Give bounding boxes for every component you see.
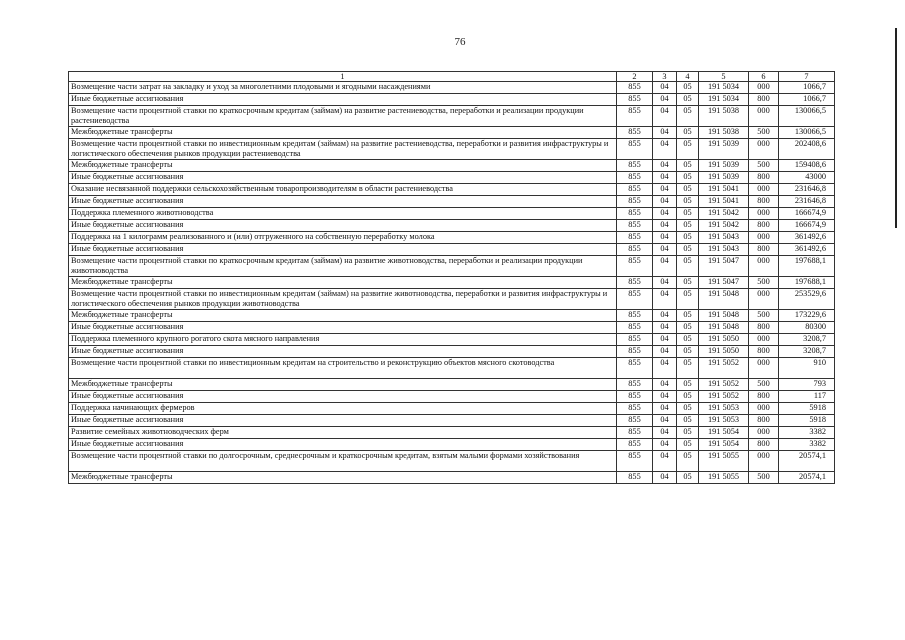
subsection-code-cell: 05: [677, 160, 699, 172]
target-article-cell: 191 5039: [699, 139, 749, 160]
expense-type-cell: 000: [749, 232, 779, 244]
ministry-code-cell: 855: [617, 334, 653, 346]
expense-type-cell: 000: [749, 256, 779, 277]
section-code-cell: 04: [653, 106, 677, 127]
expense-type-cell: 800: [749, 220, 779, 232]
expense-type-cell: 000: [749, 358, 779, 379]
row-name-cell: Возмещение части процентной ставки по долгосрочным, среднесрочным и краткосрочным кредитам, взятым малыми формами хозяйствования: [69, 451, 617, 472]
target-article-cell: 191 5052: [699, 358, 749, 379]
ministry-code-cell: 855: [617, 277, 653, 289]
expense-type-cell: 800: [749, 439, 779, 451]
amount-cell: 130066,5: [779, 127, 835, 139]
section-code-cell: 04: [653, 451, 677, 472]
expense-type-cell: 800: [749, 172, 779, 184]
subsection-code-cell: 05: [677, 391, 699, 403]
section-code-cell: 04: [653, 172, 677, 184]
ministry-code-cell: 855: [617, 106, 653, 127]
target-article-cell: 191 5043: [699, 232, 749, 244]
target-article-cell: 191 5048: [699, 322, 749, 334]
amount-cell: 253529,6: [779, 289, 835, 310]
section-code-cell: 04: [653, 184, 677, 196]
ministry-code-cell: 855: [617, 220, 653, 232]
table-row: [69, 244, 835, 256]
target-article-cell: 191 5038: [699, 127, 749, 139]
ministry-code-cell: 855: [617, 379, 653, 391]
target-article-cell: 191 5052: [699, 379, 749, 391]
subsection-code-cell: 05: [677, 358, 699, 379]
section-code-cell: 04: [653, 403, 677, 415]
subsection-code-cell: 05: [677, 451, 699, 472]
section-code-cell: 04: [653, 232, 677, 244]
section-code-cell: 04: [653, 391, 677, 403]
expense-type-cell: 800: [749, 346, 779, 358]
subsection-code-cell: 05: [677, 289, 699, 310]
subsection-code-cell: 05: [677, 244, 699, 256]
subsection-code-cell: 05: [677, 379, 699, 391]
target-article-cell: 191 5048: [699, 310, 749, 322]
expense-type-cell: 000: [749, 208, 779, 220]
section-code-cell: 04: [653, 415, 677, 427]
section-code-cell: 04: [653, 277, 677, 289]
table-row: [69, 139, 835, 160]
target-article-cell: 191 5043: [699, 244, 749, 256]
amount-cell: 361492,6: [779, 244, 835, 256]
table-row: [69, 439, 835, 451]
section-code-cell: 04: [653, 358, 677, 379]
target-article-cell: 191 5047: [699, 256, 749, 277]
table-row: [69, 415, 835, 427]
target-article-cell: 191 5055: [699, 472, 749, 484]
expense-type-cell: 000: [749, 184, 779, 196]
target-article-cell: 191 5041: [699, 196, 749, 208]
section-code-cell: 04: [653, 334, 677, 346]
section-code-cell: 04: [653, 310, 677, 322]
table-row: [69, 427, 835, 439]
amount-cell: 793: [779, 379, 835, 391]
table-row: [69, 160, 835, 172]
ministry-code-cell: 855: [617, 322, 653, 334]
row-name-cell: Иные бюджетные ассигнования: [69, 244, 617, 256]
target-article-cell: 191 5041: [699, 184, 749, 196]
column-header-name: 1: [69, 72, 617, 82]
subsection-code-cell: 05: [677, 256, 699, 277]
target-article-cell: 191 5055: [699, 451, 749, 472]
section-code-cell: 04: [653, 139, 677, 160]
amount-cell: 5918: [779, 415, 835, 427]
ministry-code-cell: 855: [617, 256, 653, 277]
target-article-cell: 191 5047: [699, 277, 749, 289]
ministry-code-cell: 855: [617, 451, 653, 472]
ministry-code-cell: 855: [617, 139, 653, 160]
ministry-code-cell: 855: [617, 172, 653, 184]
amount-cell: 5918: [779, 403, 835, 415]
row-name-cell: Возмещение части процентной ставки по инвестиционным кредитам (займам) на развитие животноводства, переработки и развития инфраструктуры и логистического обеспечения рынков продукции животноводства: [69, 289, 617, 310]
budget-table: [68, 71, 835, 484]
row-name-cell: Межбюджетные трансферты: [69, 310, 617, 322]
expense-type-cell: 800: [749, 94, 779, 106]
amount-cell: 361492,6: [779, 232, 835, 244]
table-row: [69, 472, 835, 484]
table-row: [69, 184, 835, 196]
ministry-code-cell: 855: [617, 346, 653, 358]
table-row: [69, 256, 835, 277]
table-row: [69, 451, 835, 472]
subsection-code-cell: 05: [677, 232, 699, 244]
amount-cell: 166674,9: [779, 220, 835, 232]
margin-rule: [895, 28, 897, 228]
target-article-cell: 191 5034: [699, 82, 749, 94]
expense-type-cell: 000: [749, 106, 779, 127]
table-row: [69, 391, 835, 403]
amount-cell: 197688,1: [779, 256, 835, 277]
row-name-cell: Поддержка на 1 килограмм реализованного и (или) отгруженного на собственную переработку молока: [69, 232, 617, 244]
row-name-cell: Иные бюджетные ассигнования: [69, 322, 617, 334]
row-name-cell: Межбюджетные трансферты: [69, 472, 617, 484]
subsection-code-cell: 05: [677, 220, 699, 232]
table-row: [69, 310, 835, 322]
section-code-cell: 04: [653, 94, 677, 106]
column-header-subsection: 4: [677, 72, 699, 82]
subsection-code-cell: 05: [677, 127, 699, 139]
row-name-cell: Возмещение части процентной ставки по инвестиционным кредитам на строительство и реконструкцию объектов мясного скотоводства: [69, 358, 617, 379]
target-article-cell: 191 5042: [699, 208, 749, 220]
table-row: [69, 82, 835, 94]
expense-type-cell: 000: [749, 427, 779, 439]
target-article-cell: 191 5054: [699, 439, 749, 451]
section-code-cell: 04: [653, 220, 677, 232]
expense-type-cell: 800: [749, 391, 779, 403]
subsection-code-cell: 05: [677, 472, 699, 484]
amount-cell: 173229,6: [779, 310, 835, 322]
amount-cell: 166674,9: [779, 208, 835, 220]
subsection-code-cell: 05: [677, 82, 699, 94]
expense-type-cell: 500: [749, 277, 779, 289]
table-row: [69, 106, 835, 127]
subsection-code-cell: 05: [677, 439, 699, 451]
amount-cell: 43000: [779, 172, 835, 184]
row-name-cell: Возмещение части процентной ставки по краткосрочным кредитам (займам) на развитие животноводства, переработки и реализации продукции животноводства: [69, 256, 617, 277]
target-article-cell: 191 5042: [699, 220, 749, 232]
amount-cell: 202408,6: [779, 139, 835, 160]
target-article-cell: 191 5039: [699, 160, 749, 172]
ministry-code-cell: 855: [617, 439, 653, 451]
target-article-cell: 191 5054: [699, 427, 749, 439]
ministry-code-cell: 855: [617, 289, 653, 310]
subsection-code-cell: 05: [677, 403, 699, 415]
section-code-cell: 04: [653, 127, 677, 139]
ministry-code-cell: 855: [617, 127, 653, 139]
table-row: [69, 403, 835, 415]
amount-cell: 1066,7: [779, 82, 835, 94]
column-header-expense-type: 6: [749, 72, 779, 82]
subsection-code-cell: 05: [677, 184, 699, 196]
row-name-cell: Возмещение части затрат на закладку и уход за многолетними плодовыми и ягодными насаждениями: [69, 82, 617, 94]
ministry-code-cell: 855: [617, 472, 653, 484]
ministry-code-cell: 855: [617, 415, 653, 427]
expense-type-cell: 500: [749, 310, 779, 322]
row-name-cell: Иные бюджетные ассигнования: [69, 172, 617, 184]
section-code-cell: 04: [653, 322, 677, 334]
row-name-cell: Межбюджетные трансферты: [69, 127, 617, 139]
subsection-code-cell: 05: [677, 322, 699, 334]
ministry-code-cell: 855: [617, 82, 653, 94]
ministry-code-cell: 855: [617, 310, 653, 322]
subsection-code-cell: 05: [677, 334, 699, 346]
section-code-cell: 04: [653, 208, 677, 220]
expense-type-cell: 800: [749, 322, 779, 334]
subsection-code-cell: 05: [677, 415, 699, 427]
ministry-code-cell: 855: [617, 391, 653, 403]
row-name-cell: Иные бюджетные ассигнования: [69, 391, 617, 403]
section-code-cell: 04: [653, 379, 677, 391]
row-name-cell: Иные бюджетные ассигнования: [69, 346, 617, 358]
amount-cell: 197688,1: [779, 277, 835, 289]
table-row: [69, 334, 835, 346]
subsection-code-cell: 05: [677, 172, 699, 184]
row-name-cell: Оказание несвязанной поддержки сельскохозяйственным товаропроизводителям в области растениеводства: [69, 184, 617, 196]
target-article-cell: 191 5038: [699, 106, 749, 127]
amount-cell: 20574,1: [779, 451, 835, 472]
subsection-code-cell: 05: [677, 310, 699, 322]
subsection-code-cell: 05: [677, 427, 699, 439]
row-name-cell: Возмещение части процентной ставки по инвестиционным кредитам (займам) на развитие растениеводства, переработки и развития инфраструктуры и логистического обеспечения рынков продукции растениеводства: [69, 139, 617, 160]
amount-cell: 159408,6: [779, 160, 835, 172]
section-code-cell: 04: [653, 439, 677, 451]
table-row: [69, 277, 835, 289]
table-row: [69, 346, 835, 358]
expense-type-cell: 000: [749, 82, 779, 94]
section-code-cell: 04: [653, 160, 677, 172]
amount-cell: 3208,7: [779, 334, 835, 346]
row-name-cell: Иные бюджетные ассигнования: [69, 439, 617, 451]
section-code-cell: 04: [653, 244, 677, 256]
section-code-cell: 04: [653, 289, 677, 310]
row-name-cell: Поддержка племенного животноводства: [69, 208, 617, 220]
expense-type-cell: 500: [749, 472, 779, 484]
ministry-code-cell: 855: [617, 160, 653, 172]
expense-type-cell: 800: [749, 196, 779, 208]
subsection-code-cell: 05: [677, 139, 699, 160]
target-article-cell: 191 5034: [699, 94, 749, 106]
expense-type-cell: 800: [749, 244, 779, 256]
column-header-amount: 7: [779, 72, 835, 82]
amount-cell: 3208,7: [779, 346, 835, 358]
section-code-cell: 04: [653, 256, 677, 277]
row-name-cell: Межбюджетные трансферты: [69, 277, 617, 289]
target-article-cell: 191 5053: [699, 415, 749, 427]
amount-cell: 3382: [779, 439, 835, 451]
expense-type-cell: 000: [749, 334, 779, 346]
ministry-code-cell: 855: [617, 427, 653, 439]
ministry-code-cell: 855: [617, 94, 653, 106]
target-article-cell: 191 5052: [699, 391, 749, 403]
ministry-code-cell: 855: [617, 208, 653, 220]
expense-type-cell: 000: [749, 139, 779, 160]
row-name-cell: Иные бюджетные ассигнования: [69, 220, 617, 232]
expense-type-cell: 000: [749, 451, 779, 472]
table-row: [69, 358, 835, 379]
amount-cell: 231646,8: [779, 196, 835, 208]
table-row: [69, 232, 835, 244]
expense-type-cell: 500: [749, 160, 779, 172]
subsection-code-cell: 05: [677, 277, 699, 289]
table-row: [69, 289, 835, 310]
target-article-cell: 191 5039: [699, 172, 749, 184]
target-article-cell: 191 5048: [699, 289, 749, 310]
amount-cell: 130066,5: [779, 106, 835, 127]
expense-type-cell: 500: [749, 379, 779, 391]
table-row: [69, 127, 835, 139]
amount-cell: 117: [779, 391, 835, 403]
expense-type-cell: 000: [749, 289, 779, 310]
row-name-cell: Возмещение части процентной ставки по краткосрочным кредитам (займам) на развитие растениеводства, переработки и реализации продукции растениеводства: [69, 106, 617, 127]
column-header-section: 3: [653, 72, 677, 82]
table-row: [69, 379, 835, 391]
subsection-code-cell: 05: [677, 106, 699, 127]
row-name-cell: Поддержка начинающих фермеров: [69, 403, 617, 415]
table-row: [69, 220, 835, 232]
subsection-code-cell: 05: [677, 208, 699, 220]
subsection-code-cell: 05: [677, 346, 699, 358]
table-row: [69, 208, 835, 220]
table-row: [69, 172, 835, 184]
target-article-cell: 191 5053: [699, 403, 749, 415]
subsection-code-cell: 05: [677, 196, 699, 208]
section-code-cell: 04: [653, 346, 677, 358]
row-name-cell: Иные бюджетные ассигнования: [69, 94, 617, 106]
column-header-ministry: 2: [617, 72, 653, 82]
section-code-cell: 04: [653, 427, 677, 439]
ministry-code-cell: 855: [617, 184, 653, 196]
ministry-code-cell: 855: [617, 196, 653, 208]
row-name-cell: Межбюджетные трансферты: [69, 379, 617, 391]
expense-type-cell: 500: [749, 127, 779, 139]
subsection-code-cell: 05: [677, 94, 699, 106]
section-code-cell: 04: [653, 196, 677, 208]
table-header-row: [69, 72, 835, 82]
amount-cell: 1066,7: [779, 94, 835, 106]
expense-type-cell: 000: [749, 403, 779, 415]
target-article-cell: 191 5050: [699, 346, 749, 358]
target-article-cell: 191 5050: [699, 334, 749, 346]
page-number: 76: [454, 36, 466, 48]
amount-cell: 3382: [779, 427, 835, 439]
section-code-cell: 04: [653, 472, 677, 484]
table-row: [69, 94, 835, 106]
amount-cell: 231646,8: [779, 184, 835, 196]
row-name-cell: Поддержка племенного крупного рогатого скота мясного направления: [69, 334, 617, 346]
expense-type-cell: 800: [749, 415, 779, 427]
amount-cell: 910: [779, 358, 835, 379]
row-name-cell: Межбюджетные трансферты: [69, 160, 617, 172]
section-code-cell: 04: [653, 82, 677, 94]
row-name-cell: Развитие семейных животноводческих ферм: [69, 427, 617, 439]
ministry-code-cell: 855: [617, 358, 653, 379]
amount-cell: 20574,1: [779, 472, 835, 484]
row-name-cell: Иные бюджетные ассигнования: [69, 196, 617, 208]
amount-cell: 80300: [779, 322, 835, 334]
table-row: [69, 322, 835, 334]
row-name-cell: Иные бюджетные ассигнования: [69, 415, 617, 427]
table-row: [69, 196, 835, 208]
ministry-code-cell: 855: [617, 232, 653, 244]
column-header-target-article: 5: [699, 72, 749, 82]
ministry-code-cell: 855: [617, 244, 653, 256]
ministry-code-cell: 855: [617, 403, 653, 415]
